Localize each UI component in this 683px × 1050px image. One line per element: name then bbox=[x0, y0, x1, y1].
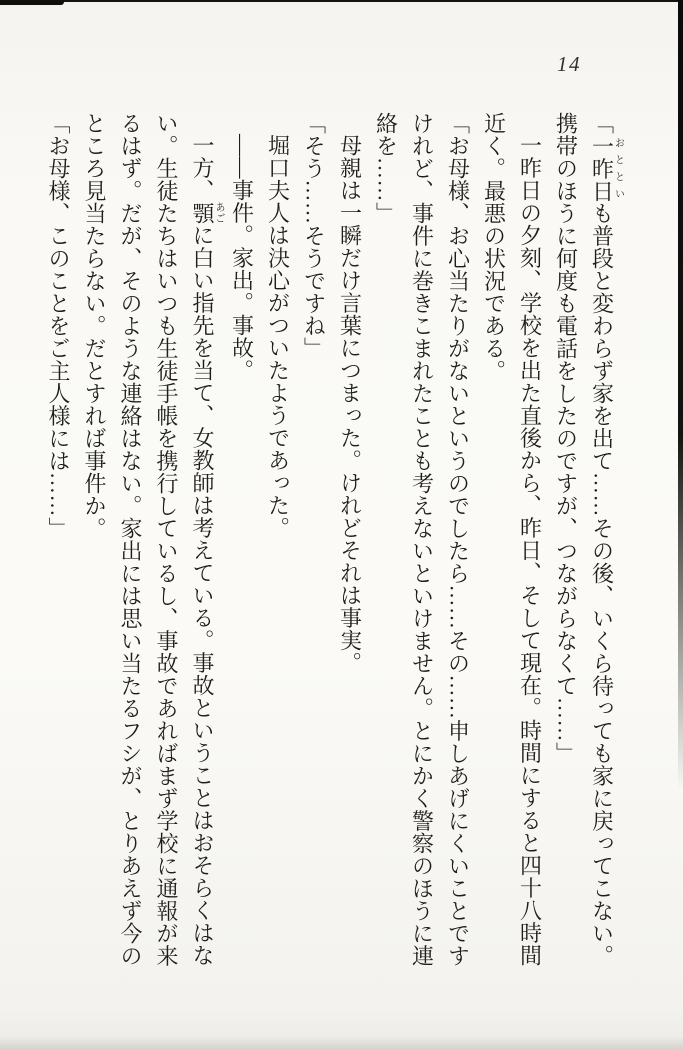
page-number: 14 bbox=[557, 52, 581, 76]
text-line: 「一昨日おとといも普段と変わらず家を出て……その後、いくら待っても家に戻ってこない。 bbox=[589, 112, 624, 967]
body-text-vertical bbox=[40, 112, 623, 972]
text-line: 母親は一瞬だけ言葉につまった。けれどそれは事実。 bbox=[337, 134, 363, 674]
scan-binding-edge bbox=[678, 0, 683, 790]
text-line: 一方、顎あごに白い指先を当て、女教師は考えている。事故ということはおそらくはな bbox=[190, 134, 224, 967]
scan-top-edge bbox=[0, 0, 683, 2]
text-line: ――事件。家出。事故。 bbox=[229, 134, 255, 382]
text-line: い。生徒たちはいつも生徒手帳を携行しているし、事故であればまず学校に通報が来 bbox=[154, 112, 179, 967]
ruby-base: 顎あご bbox=[190, 201, 224, 224]
text-line: 一昨日の夕刻、学校を出た直後から、昨日、そして現在。時間にすると四十八時間 bbox=[517, 134, 543, 967]
text-line: 「そう……そうですね」 bbox=[301, 112, 327, 360]
text-line: けれど、事件に巻きこまれたことも考えないといけません。とにかく警察のほうに連 bbox=[409, 112, 435, 967]
ruby-base: 一昨日おととい bbox=[589, 134, 624, 202]
text-line: 絡を……」 bbox=[373, 112, 399, 225]
furigana: あご bbox=[213, 201, 224, 224]
text-line: ところ見当たらない。だとすれば事件か。 bbox=[82, 112, 107, 540]
scan-corner-blot bbox=[0, 0, 64, 5]
text-line: 携帯のほうに何度も電話をしたのですが、つながらなくて……」 bbox=[553, 112, 579, 765]
text-line: 近く。最悪の状況である。 bbox=[481, 112, 507, 382]
furigana: おととい bbox=[612, 134, 624, 202]
text-line: 堀口夫人は決心がついたようであった。 bbox=[265, 134, 291, 539]
text-line: るはず。だが、そのような連絡はない。家出には思い当たるフシが、とりあえず今の bbox=[118, 112, 143, 967]
text-line: 「お母様、お心当たりがないというのでしたら……その……申しあげにくいことです bbox=[445, 112, 471, 967]
scan-bottom-shade bbox=[0, 1036, 683, 1050]
text-line: 「お母様、このことをご主人様には……」 bbox=[46, 112, 71, 540]
